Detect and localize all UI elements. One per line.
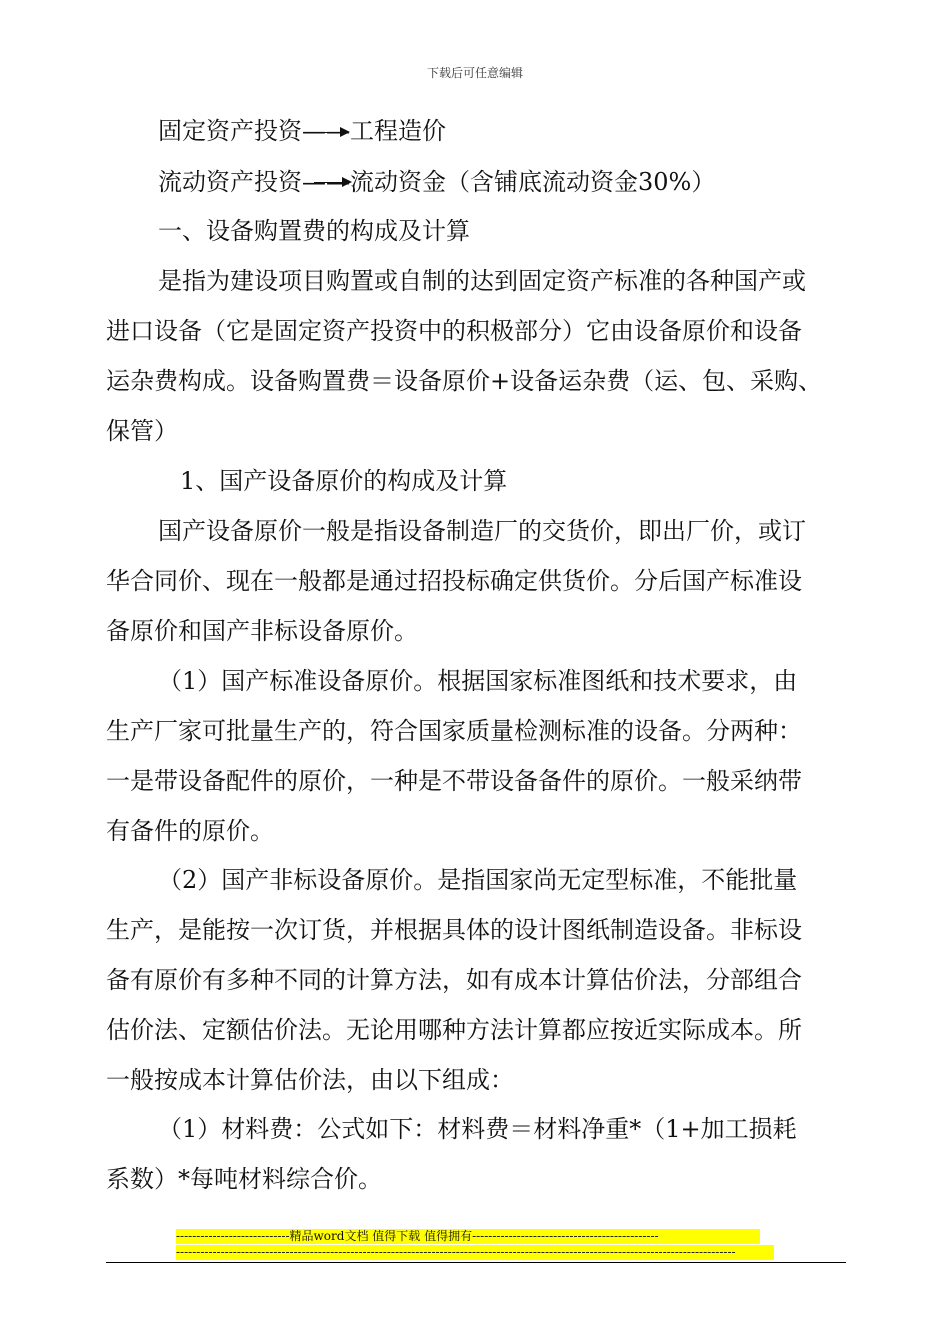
paragraph-line: 估价法、定额估价法。无论用哪种方法计算都应按近实际成本。所	[106, 1016, 802, 1044]
paragraph-line: （1）材料费：公式如下：材料费＝材料净重*（1+加工损耗	[158, 1115, 797, 1143]
arrow-head-icon	[342, 177, 352, 187]
paragraph-line: 生产厂家可批量生产的，符合国家质量检测标准的设备。分两种：	[106, 717, 802, 745]
page-header: 下载后可任意编辑	[426, 66, 523, 80]
paragraph-line: 备有原价有多种不同的计算方法，如有成本计算估价法，分部组合	[106, 966, 802, 994]
fixed-asset-investment-line: 固定资产投资——工程造价	[158, 117, 446, 145]
paragraph-line: 系数）*每吨材料综合价。	[106, 1165, 382, 1193]
footer-highlight-band: ----------------------------精品word文档 值得下载 值得拥有----------------------------------------------	[176, 1229, 760, 1244]
paragraph-line: 保管）	[106, 417, 178, 445]
paragraph-line: 一般按成本计算估价法，由以下组成：	[106, 1066, 514, 1094]
paragraph-line: 一是带设备配件的原价，一种是不带设备备件的原价。一般采纳带	[106, 767, 802, 795]
paragraph-line: 生产，是能按一次订货，并根据具体的设计图纸制造设备。非标设	[106, 916, 802, 944]
current-asset-investment-line: 流动资产投资——流动资金（含铺底流动资金30%）	[158, 168, 716, 196]
paragraph-line: 是指为建设项目购置或自制的达到固定资产标准的各种国产或	[158, 267, 806, 295]
paragraph-line: 有备件的原价。	[106, 817, 274, 845]
paragraph-line: （2）国产非标设备原价。是指国家尚无定型标准，不能批量	[158, 866, 798, 894]
section-title: 一、设备购置费的构成及计算	[158, 217, 470, 245]
footer-divider	[106, 1262, 846, 1263]
paragraph-line: 进口设备（它是固定资产投资中的积极部分）它由设备原价和设备	[106, 317, 802, 345]
paragraph-line: 运杂费构成。设备购置费＝设备原价+设备运杂费（运、包、采购、	[106, 367, 823, 395]
arrow-head-icon	[340, 127, 350, 137]
subsection-title: 1、国产设备原价的构成及计算	[180, 467, 508, 495]
paragraph-line: 华合同价、现在一般都是通过招投标确定供货价。分后国产标准设	[106, 567, 802, 595]
paragraph-line: 备原价和国产非标设备原价。	[106, 617, 418, 645]
footer-highlight-band: ------------------------------------------------------------------------------------------------------------------------------------------	[176, 1245, 774, 1260]
paragraph-line: 国产设备原价一般是指设备制造厂的交货价，即出厂价，或订	[158, 517, 806, 545]
paragraph-line: （1）国产标准设备原价。根据国家标准图纸和技术要求，由	[158, 667, 798, 695]
